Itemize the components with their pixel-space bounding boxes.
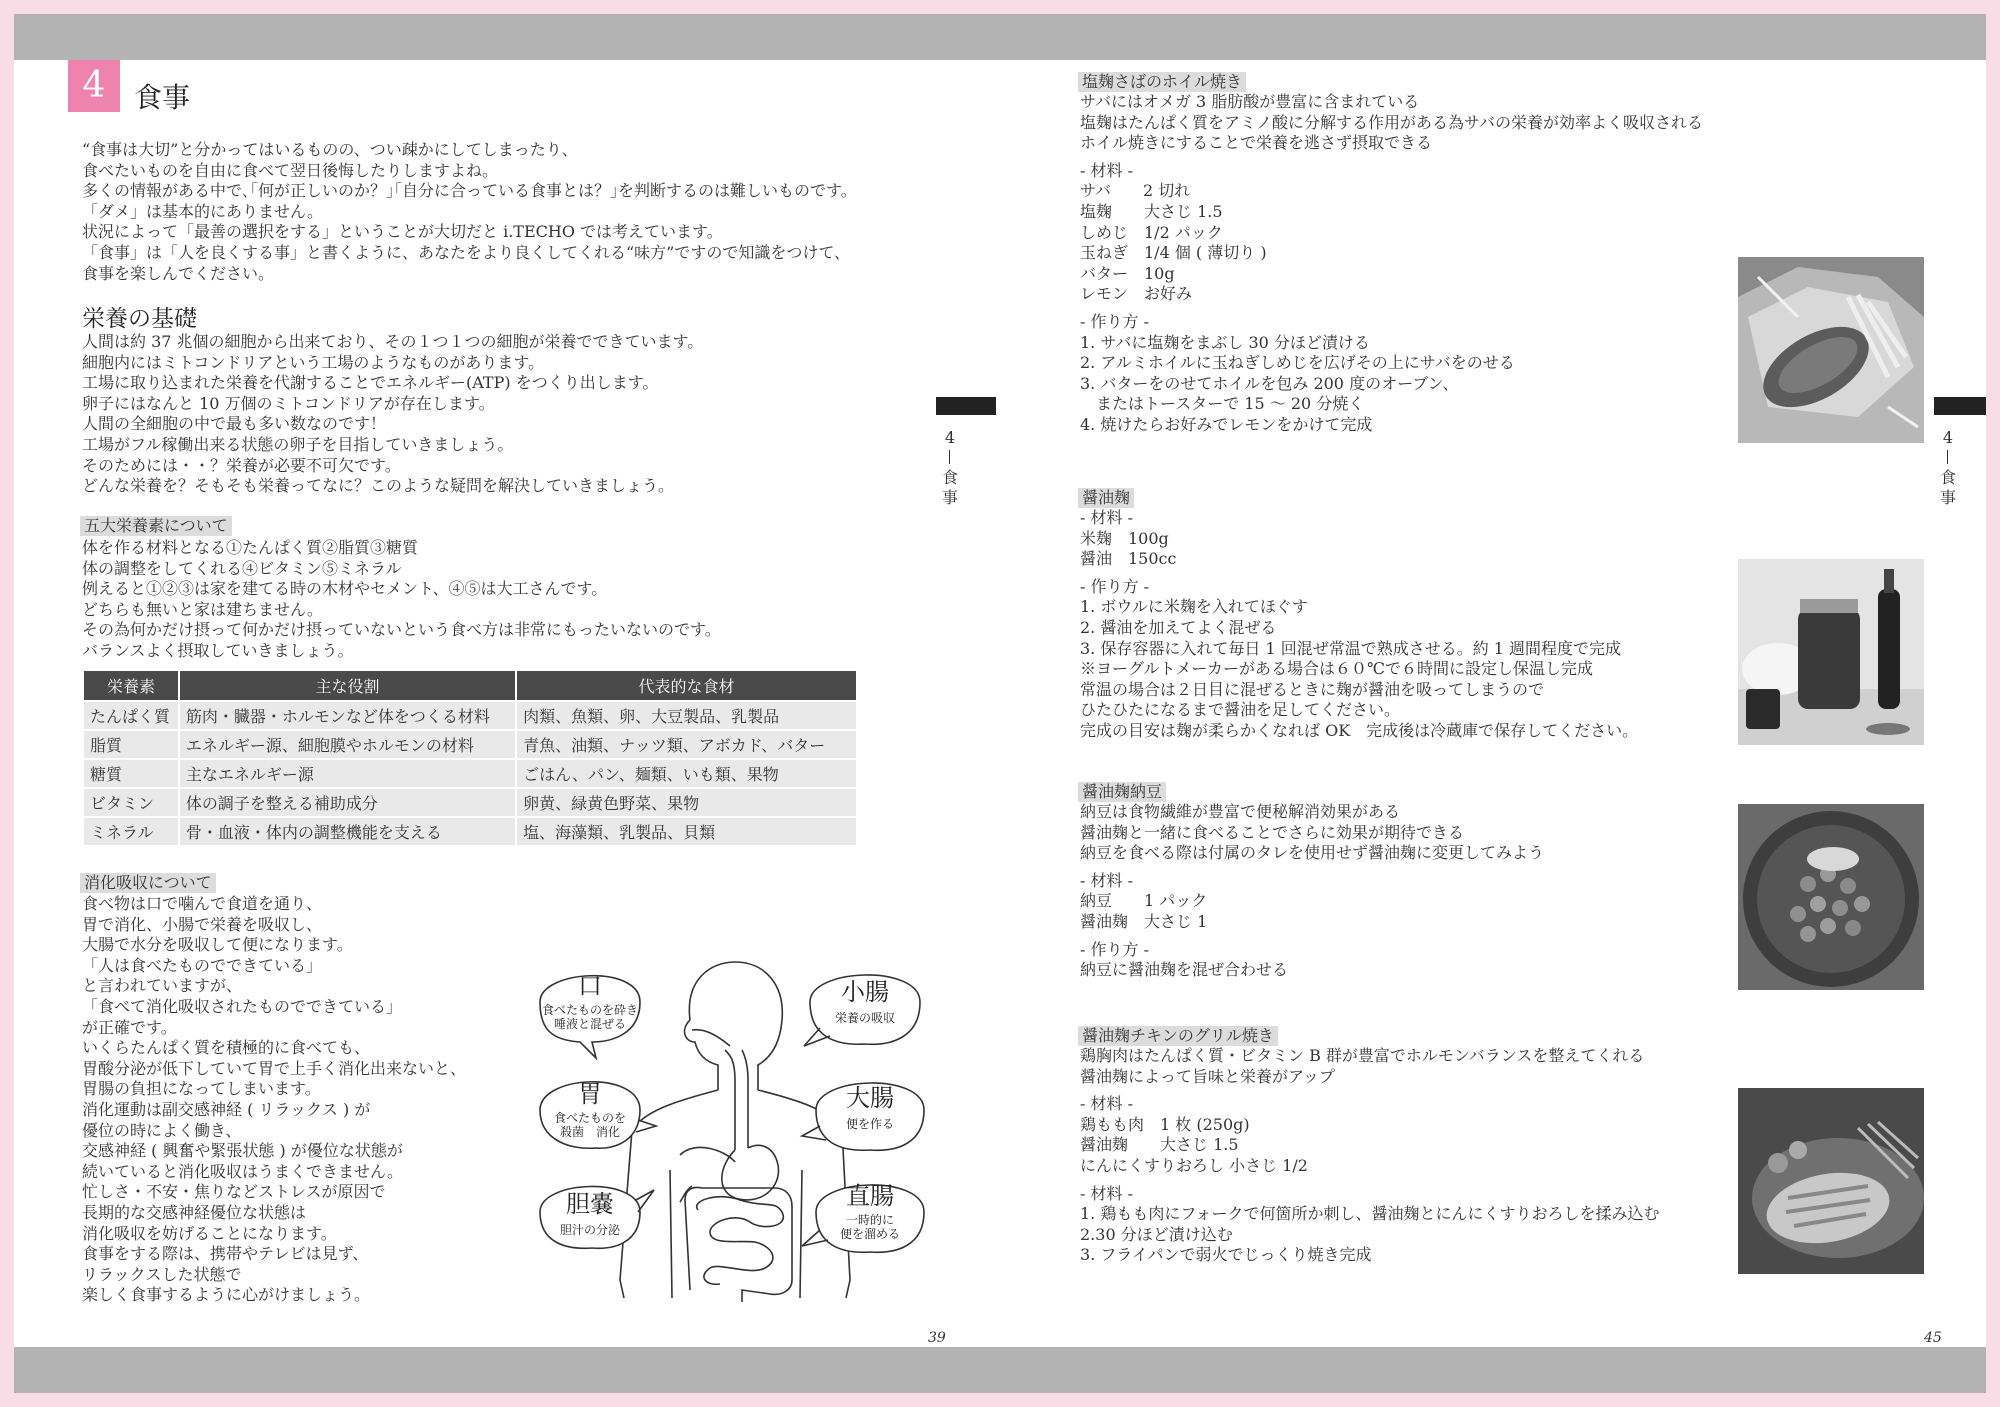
step-item: 2.30 分ほど漬け込む [1080,1224,1233,1244]
mouth-desc: 唾液と混ぜる [553,1017,627,1031]
intro-text [82,140,857,284]
recipe-saba [1078,72,1703,436]
step-item: 3. フライパンで弱火でじっくり焼き完成 [1080,1245,1372,1265]
natto-bowl-photo [1738,804,1924,990]
basics-line: 細胞内にはミトコンドリアという工場のようなものがあります。 [82,352,545,372]
table-cell: たんぱく質 [83,701,179,730]
table-row [83,730,857,759]
digest-line: 胃酸分泌が低下していて胃で上手く消化出来ないと、 [82,1058,467,1078]
mouth-desc: 食べたものを砕き [541,1003,639,1017]
table-header: 代表的な食材 [516,670,857,701]
chapter-tab-char: 食 [1939,468,1956,487]
steps-heading: - 作り方 - [1080,576,1149,596]
chapter-title: 食事 [134,81,191,114]
five-line: 例えると①②③は家を建てる時の木材やセメント、④⑤は大工さんです。 [82,579,608,599]
recipe-line: 醤油麹と一緒に食べることでさらに効果が期待できる [1080,822,1465,842]
table-cell: ビタミン [83,788,179,817]
step-item: またはトースターで 15 ～ 20 分焼く [1080,394,1365,414]
chapter-tab-char: 事 [941,488,958,507]
table-cell: 脂質 [83,730,179,759]
basics-line: 工場に取り込まれた栄養を代謝することでエネルギー(ATP) をつくり出します。 [82,373,659,393]
digest-line: リラックスした状態で [82,1264,242,1284]
digest-line: 優位の時によく働き、 [82,1120,242,1140]
recipe-line: ホイル焼きにすることで栄養を逃さず摂取できる [1080,133,1433,153]
mouth-name: 口 [578,972,602,1000]
table-cell: 糖質 [83,759,179,788]
chapter-tab-bar [936,397,996,415]
recipe-title: 塩麹さばのホイル焼き [1078,72,1246,92]
step-item: 納豆に醤油麹を混ぜ合わせる [1080,960,1289,980]
digest-line: 「食べて消化吸収されたものでできている」 [82,996,403,1016]
five-nutrients-section [80,516,721,662]
material-item: バター 10g [1080,263,1175,283]
basics-line: どんな栄養を？そもそも栄養ってなに？このような疑問を解決していきましょう。 [82,476,675,496]
step-item: 常温の場合は２日目に混ぜるときに麹が醤油を吸ってしまうので [1080,679,1545,699]
recipe-line: 納豆は食物繊維が豊富で便秘解消効果がある [1080,802,1401,821]
table-header-row [83,670,857,701]
step-item: 3. バターをのせてホイルを包み 200 度のオーブン、 [1080,373,1459,393]
digest-line: 胃で消化、小腸で栄養を吸収し、 [82,914,323,934]
five-nutrients-label: 五大栄養素について [80,516,232,536]
table-row [83,701,857,730]
material-item: 鶏もも肉 1 枚 (250g) [1080,1114,1250,1134]
step-item: 1. ボウルに米麹を入れてほぐす [1080,597,1308,617]
large-intestine-bubble [802,1083,924,1150]
steps-heading: - 作り方 - [1080,311,1149,331]
table-cell: 塩、海藻類、乳製品、貝類 [516,817,857,846]
table-row [83,817,857,846]
material-item: レモン お好み [1080,284,1193,304]
recipe-title: 醤油麹チキンのグリル焼き [1078,1026,1278,1046]
intro-line: 「食事」は「人を良くする事」と書くように、あなたをより良くしてくれる“味方”ですので知識をつけて、 [82,242,851,262]
five-line: 体を作る材料となる①たんぱく質②脂質③糖質 [82,538,419,557]
step-item: 完成の目安は麹が柔らかくなれば OK 完成後は冷蔵庫で保存してください。 [1080,720,1639,740]
chapter-tab-char: 食 [941,468,958,487]
material-item: 玉ねぎ 1/4 個 ( 薄切り ) [1080,243,1267,263]
table-cell: ごはん、パン、麺類、いも類、果物 [516,759,857,788]
materials-heading: - 材料 - [1080,508,1133,527]
table-cell: エネルギー源、細胞膜やホルモンの材料 [179,730,516,759]
step-item: 3. 保存容器に入れて毎日 1 回混ぜ常温で熟成させる。約 1 週間程度で完成 [1080,638,1622,658]
digest-line: いくらたんぱく質を積極的に食べても、 [82,1038,371,1058]
digest-line: 楽しく食事するように心がけましょう。 [82,1285,371,1305]
digest-line: 消化吸収を妨げることになります。 [82,1223,337,1243]
small-intestine-bubble [804,975,920,1046]
chapter-tab-bar [1934,397,1986,415]
small-intestine-name: 小腸 [841,978,889,1006]
chapter-tab-number: 4 [944,428,956,447]
step-item: 4. 焼けたらお好みでレモンをかけて完成 [1080,414,1373,434]
page-number-left: 39 [928,1330,946,1346]
table-header: 栄養素 [83,670,179,701]
materials-heading: - 材料 - [1080,160,1133,180]
gallbladder-desc: 胆汁の分泌 [559,1223,621,1237]
material-item: しめじ 1/2 パック [1080,222,1223,242]
large-intestine-desc: 便を作る [845,1117,895,1131]
basics-line: そのためには・・？栄養が必要不可欠です。 [82,455,401,475]
recipe-line: サバにはオメガ 3 脂肪酸が豊富に含まれている [1080,92,1420,111]
recipe-shoyu-koji [1078,488,1638,742]
stomach-name: 胃 [578,1080,602,1108]
chapter-tab-char: 事 [1939,488,1956,507]
material-item: 醤油麹 大さじ 1.5 [1080,1135,1239,1155]
intro-line: 多くの情報がある中で､｢何が正しいのか？｣｢自分に合っている食事とは？｣を判断するのは難しいものです。 [82,181,857,201]
small-intestine-desc: 栄養の吸収 [834,1011,896,1025]
five-line: その為何かだけ摂って何かだけ摂っていないという食べ方は非常にもったいないのです。 [82,620,721,640]
table-cell: 骨・血液・体内の調整機能を支える [179,817,516,846]
top-bar [14,14,1986,60]
materials-heading: - 材料 - [1080,870,1133,890]
material-item: にんにくすりおろし 小さじ 1/2 [1080,1155,1308,1175]
five-line: バランスよく摂取していきましょう。 [82,640,354,660]
digest-line: が正確です。 [82,1017,177,1037]
digest-line: 交感神経 ( 興奮や緊張状態 ) が優位な状態が [82,1141,403,1161]
basics-line: 工場がフル稼働出来る状態の卵子を目指していきましょう。 [82,434,514,454]
digest-line: 胃腸の負担になってしまいます。 [82,1079,321,1099]
recipe-title: 醤油麹納豆 [1078,782,1166,802]
table-cell: ミネラル [83,817,179,846]
chapter-tab-number: 4 [1942,428,1954,447]
intro-line: 「ダメ」は基本的にありません。 [82,201,323,221]
bottom-bar [14,1347,1986,1393]
step-item: 1. サバに塩麹をまぶし 30 分ほど漬ける [1080,332,1370,352]
intro-line: “食事は大切”と分かってはいるものの、つい疎かにしてしまったり、 [82,140,578,159]
digest-line: 消化運動は副交感神経 ( リラックス ) が [82,1099,371,1119]
step-item: ※ヨーグルトメーカーがある場合は６０℃で６時間に設定し保温し完成 [1080,659,1593,679]
basics-text [82,332,703,497]
digest-line: と言われていますが、 [82,976,243,996]
five-line: どちらも無いと家は建ちません。 [82,599,323,619]
chapter-number: 4 [68,60,120,112]
mouth-bubble [540,972,640,1058]
stomach-desc: 食べたものを [553,1111,627,1125]
stomach-bubble [540,1080,656,1148]
table-cell: 体の調子を整える補助成分 [179,788,516,817]
basics-heading: 栄養の基礎 [82,306,197,332]
digestion-label: 消化吸収について [80,873,216,893]
step-item: ひたひたになるまで醤油を足してください。 [1080,700,1401,720]
intro-line: 状況によって「最善の選択をする」ということが大切だと i.TECHO では考えています。 [82,222,723,242]
recipe-title: 醤油麹 [1078,488,1134,508]
rectum-bubble [802,1182,924,1252]
recipe-natto [1078,782,1544,981]
table-cell: 卵黄、緑黄色野菜、果物 [516,788,857,817]
steps-heading: - 作り方 - [1080,939,1149,959]
digestion-section [80,873,466,1306]
material-item: サバ 2 切れ [1080,181,1191,201]
step-item: 1. 鶏もも肉にフォークで何箇所か刺し、醤油麹とにんにくすりおろしを揉み込む [1080,1204,1660,1224]
recipe-line: 納豆を食べる際は付属のタレを使用せず醤油麹に変更してみよう [1080,843,1545,863]
gallbladder-bubble [540,1186,654,1248]
basics-line: 人間の全細胞の中で最も多い数なのです！ [82,414,387,434]
intro-line: 食べたいものを自由に食べて翌日後悔したりしますよね。 [82,160,499,180]
material-item: 醤油 150cc [1080,549,1177,569]
rectum-desc: 一時的に [845,1213,895,1227]
recipe-line: 鶏胸肉はたんぱく質・ビタミン B 群が豊富でホルモンバランスを整えてくれる [1080,1046,1645,1065]
basics-line: 人間は約 37 兆個の細胞から出来ており、その１つ１つの細胞が栄養でできています。 [82,332,704,351]
table-cell: 青魚、油類、ナッツ類、アボカド、バター [516,730,857,759]
chapter-tab-rule [1947,450,1948,464]
large-intestine-name: 大腸 [846,1084,894,1112]
basics-line: 卵子にはなんと 10 万個のミトコンドリアが存在します。 [82,393,495,413]
rectum-name: 直腸 [846,1182,894,1210]
rectum-desc: 便を溜める [839,1227,901,1241]
stomach-desc: 殺菌 消化 [559,1125,621,1139]
digest-line: 忙しさ・不安・焦りなどストレスが原因で [82,1182,386,1202]
table-cell: 主なエネルギー源 [179,759,516,788]
material-item: 米麹 100g [1080,528,1169,548]
step-item: 2. アルミホイルに玉ねぎしめじを広げその上にサバをのせる [1080,353,1515,373]
recipe-line: 醤油麹によって旨味と栄養がアップ [1080,1066,1335,1086]
recipe-line: 塩麹はたんぱく質をアミノ酸に分解する作用がある為サバの栄養が効率よく吸収される [1080,112,1704,132]
table-cell: 肉類、魚類、卵、大豆製品、乳製品 [516,701,857,730]
table-cell: 筋肉・臓器・ホルモンなど体をつくる材料 [179,701,516,730]
table-header: 主な役割 [179,670,516,701]
digest-line: 大腸で水分を吸収して便になります。 [82,935,353,955]
page-number-right: 45 [1924,1330,1942,1346]
intro-line: 食事を楽しんでください。 [82,263,275,283]
digest-line: 食べ物は口で噛んで食道を通り、 [82,894,323,913]
digest-line: 続いていると消化吸収はうまくできません。 [82,1161,403,1181]
recipe-chicken [1078,1026,1660,1266]
digest-line: 長期的な交感神経優位な状態は [82,1202,307,1222]
materials-heading: - 材料 - [1080,1094,1133,1114]
shoyu-koji-jar-photo [1738,559,1924,745]
grilled-chicken-photo [1738,1088,1924,1274]
steps-heading: - 材料 - [1080,1183,1133,1203]
material-item: 納豆 1 パック [1080,891,1208,911]
five-line: 体の調整をしてくれる④ビタミン⑤ミネラル [82,558,402,578]
nutrient-table [82,669,858,847]
digest-line: 食事をする際は、携帯やテレビは見ず、 [82,1244,369,1264]
step-item: 2. 醤油を加えてよく混ぜる [1080,617,1277,637]
material-item: 塩麹 大さじ 1.5 [1080,201,1223,221]
chapter-tab-rule [949,450,950,464]
digestive-system-illustration [520,950,940,1310]
table-row [83,788,857,817]
gallbladder-name: 胆嚢 [566,1190,614,1218]
saba-foil-photo [1738,257,1924,443]
table-row [83,759,857,788]
material-item: 醤油麹 大さじ 1 [1080,911,1208,931]
digest-line: 「人は食べたものでできている」 [82,955,323,975]
